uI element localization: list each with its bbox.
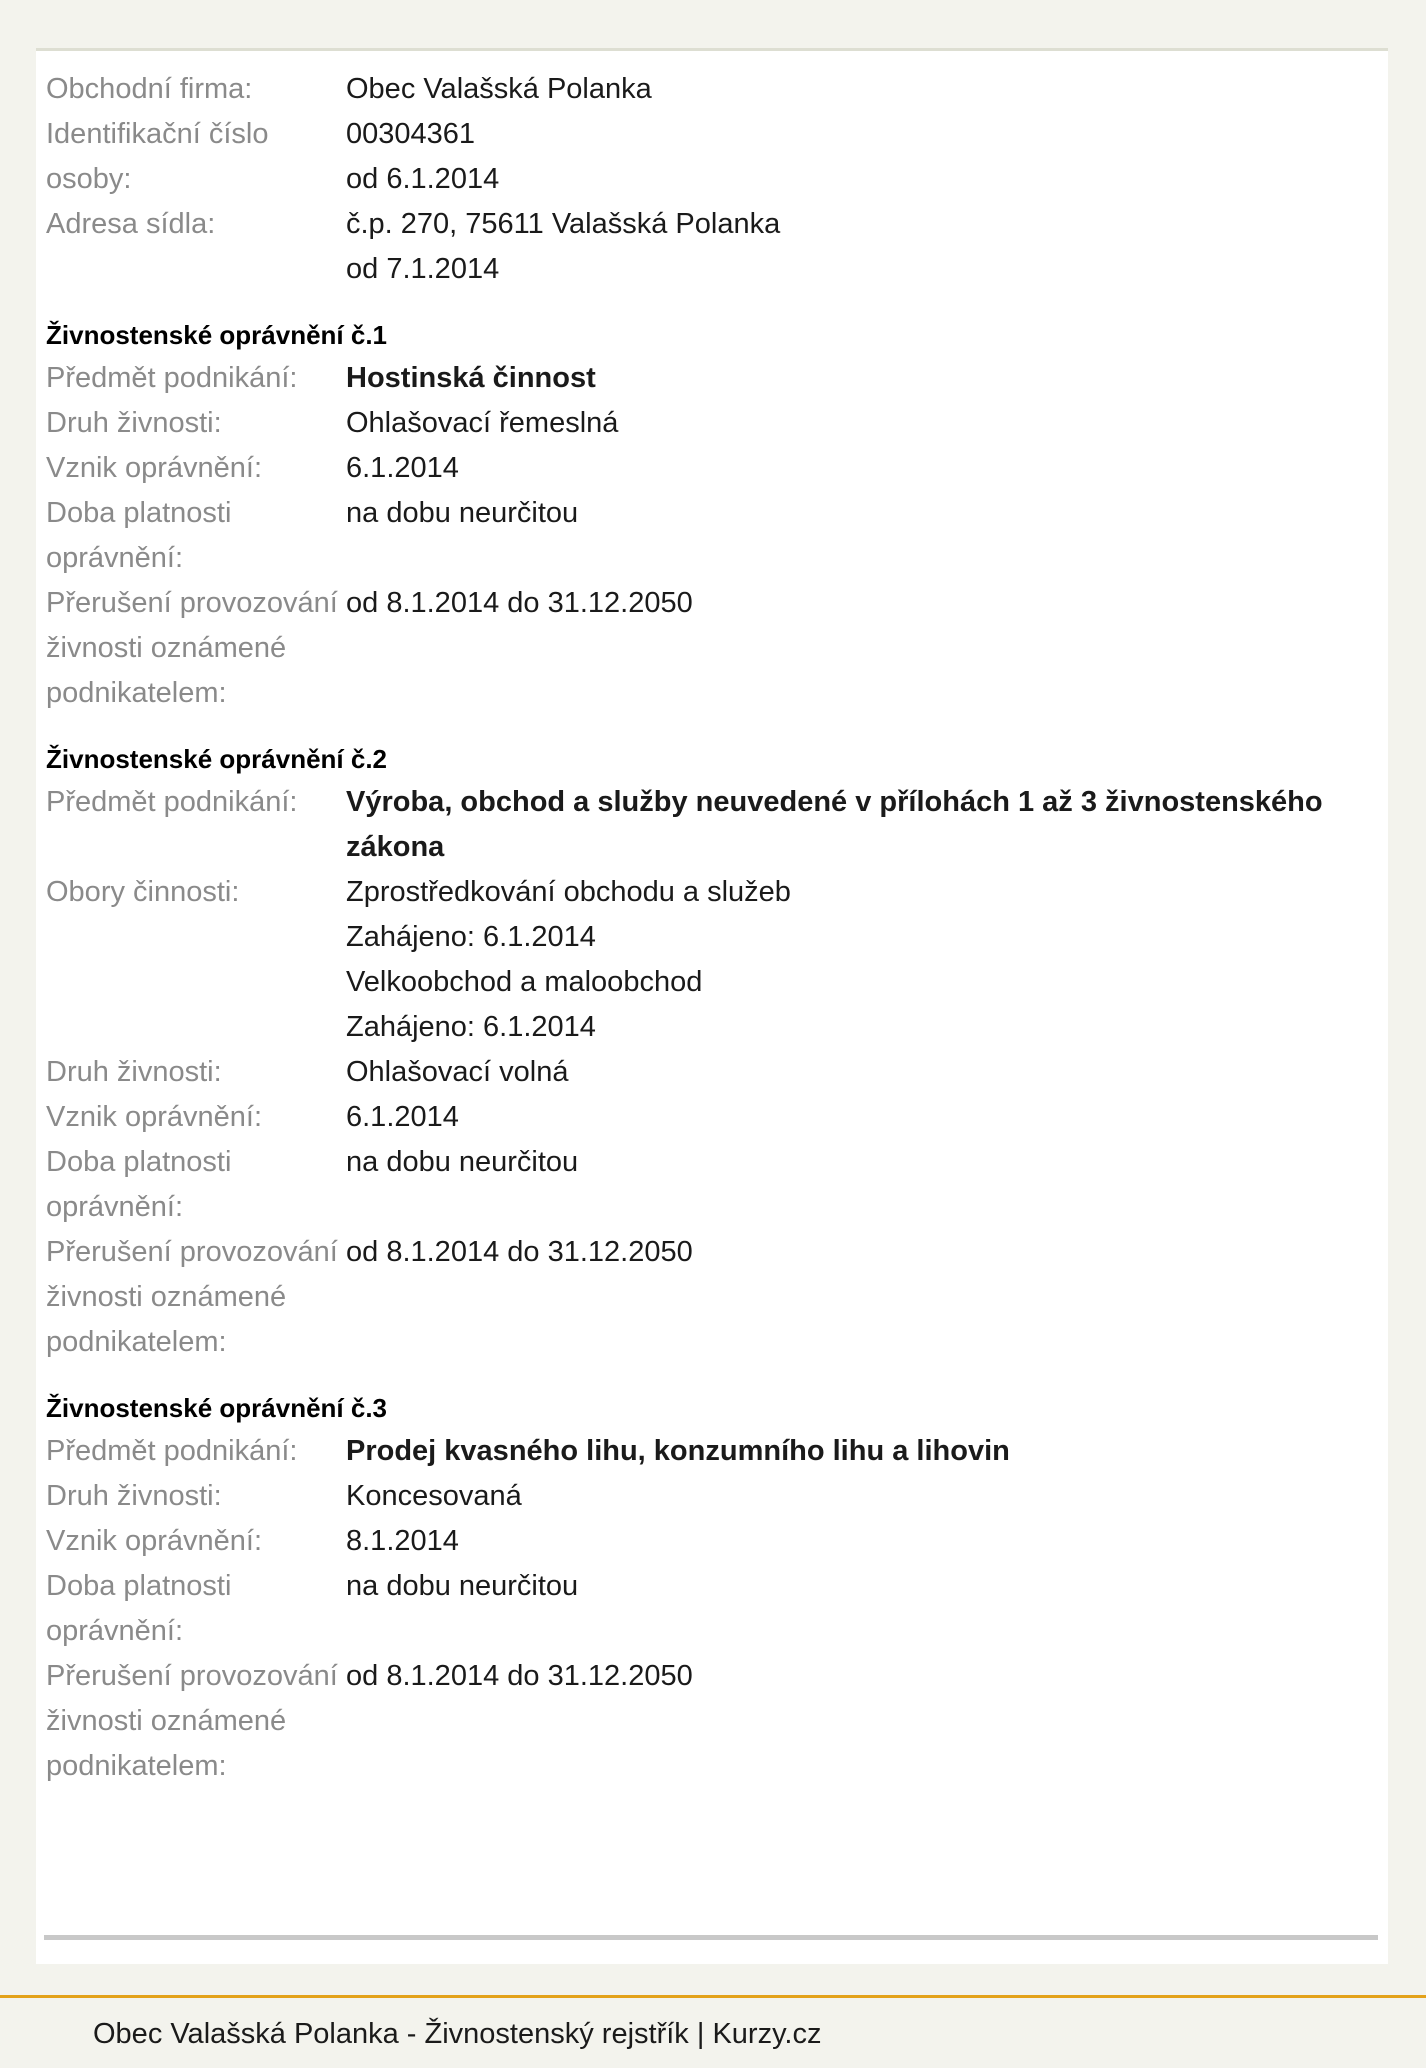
- company-id: 00304361: [346, 118, 476, 150]
- permit-2-validity-row: [46, 1140, 1386, 1230]
- row-label: Druh živnosti:: [46, 407, 222, 439]
- row-label: Přerušení provozování živnosti oznámené podnikatelem:: [46, 1660, 338, 1782]
- permit-3-suspension-row: [46, 1654, 1386, 1789]
- row-label: Doba platnosti oprávnění:: [46, 497, 232, 574]
- permit-2-fields-row: [46, 870, 1386, 1050]
- company-name-row: [46, 67, 1386, 112]
- row-value: [346, 202, 1386, 292]
- row-label: Předmět podnikání:: [46, 1435, 298, 1467]
- row-value: [346, 112, 1386, 202]
- permit-1-type-row: [46, 401, 1386, 446]
- row-label: Doba platnosti oprávnění:: [46, 1146, 232, 1223]
- row-label: Přerušení provozování živnosti oznámené podnikatelem:: [46, 587, 338, 709]
- record-panel: [36, 48, 1388, 1964]
- permit-1-subject-row: [46, 356, 1386, 401]
- row-label: Přerušení provozování živnosti oznámené podnikatelem:: [46, 1236, 338, 1358]
- row-value: 6.1.2014: [346, 452, 459, 484]
- row-value: od 8.1.2014 do 31.12.2050: [346, 1236, 693, 1268]
- company-id-since: od 6.1.2014: [346, 163, 500, 195]
- row-label: Vznik oprávnění:: [46, 1101, 263, 1133]
- row-value: od 8.1.2014 do 31.12.2050: [346, 587, 693, 619]
- row-label: Druh živnosti:: [46, 1056, 222, 1088]
- permit-2-origin-row: [46, 1095, 1386, 1140]
- row-label: Druh živnosti:: [46, 1480, 222, 1512]
- row-value: 6.1.2014: [346, 1101, 459, 1133]
- record-content: [46, 67, 1386, 1789]
- permit-3-type-row: [46, 1474, 1386, 1519]
- row-label: Adresa sídla:: [46, 208, 216, 240]
- permit-2-title: Živnostenské oprávnění č.2: [46, 744, 388, 774]
- row-label: Identifikační číslo osoby:: [46, 118, 269, 195]
- company-name: Obec Valašská Polanka: [346, 73, 652, 105]
- row-label: Vznik oprávnění:: [46, 1525, 263, 1557]
- field-start-date: Zahájeno: 6.1.2014: [346, 1011, 596, 1043]
- row-label: Obchodní firma:: [46, 73, 253, 105]
- bottom-divider: [44, 1935, 1378, 1940]
- permit-1-subject: Hostinská činnost: [346, 362, 596, 394]
- row-value: na dobu neurčitou: [346, 1570, 579, 1602]
- row-label: Doba platnosti oprávnění:: [46, 1570, 232, 1647]
- permit-2-subject: Výroba, obchod a služby neuvedené v přílohách 1 až 3 živnostenského zákona: [346, 786, 1323, 863]
- row-value: Koncesovaná: [346, 1480, 522, 1512]
- field-of-activity: Velkoobchod a maloobchod: [346, 966, 703, 998]
- row-label: Předmět podnikání:: [46, 786, 298, 818]
- row-label: Obory činnosti:: [46, 876, 240, 908]
- permit-2-type-row: [46, 1050, 1386, 1095]
- permit-3-subject: Prodej kvasného lihu, konzumního lihu a lihovin: [346, 1435, 1010, 1467]
- permit-1-validity-row: [46, 491, 1386, 581]
- row-value: 8.1.2014: [346, 1525, 459, 1557]
- permit-3-subject-row: [46, 1429, 1386, 1474]
- field-of-activity: Zprostředkování obchodu a služeb: [346, 876, 791, 908]
- row-value: [346, 67, 1386, 112]
- row-value: Ohlašovací řemeslná: [346, 407, 619, 439]
- permit-2-suspension-row: [46, 1230, 1386, 1365]
- footer-divider: [0, 1995, 1426, 1998]
- field-start-date: Zahájeno: 6.1.2014: [346, 921, 596, 953]
- permit-1-suspension-row: [46, 581, 1386, 716]
- company-address: č.p. 270, 75611 Valašská Polanka: [346, 208, 781, 240]
- company-address-row: [46, 202, 1386, 292]
- company-address-since: od 7.1.2014: [346, 253, 500, 285]
- permit-3-title: Živnostenské oprávnění č.3: [46, 1393, 388, 1423]
- company-id-row: [46, 112, 1386, 202]
- row-value: od 8.1.2014 do 31.12.2050: [346, 1660, 693, 1692]
- permit-1-origin-row: [46, 446, 1386, 491]
- permit-3-validity-row: [46, 1564, 1386, 1654]
- permit-2-subject-row: [46, 780, 1386, 870]
- row-value: [346, 870, 1386, 1050]
- permit-3-origin-row: [46, 1519, 1386, 1564]
- permit-1-title: Živnostenské oprávnění č.1: [46, 320, 388, 350]
- row-value: na dobu neurčitou: [346, 497, 579, 529]
- footer-text: Obec Valašská Polanka - Živnostenský rejstřík | Kurzy.cz: [93, 2018, 822, 2050]
- row-label: Vznik oprávnění:: [46, 452, 263, 484]
- row-value: na dobu neurčitou: [346, 1146, 579, 1178]
- row-label: Předmět podnikání:: [46, 362, 298, 394]
- row-value: Ohlašovací volná: [346, 1056, 569, 1088]
